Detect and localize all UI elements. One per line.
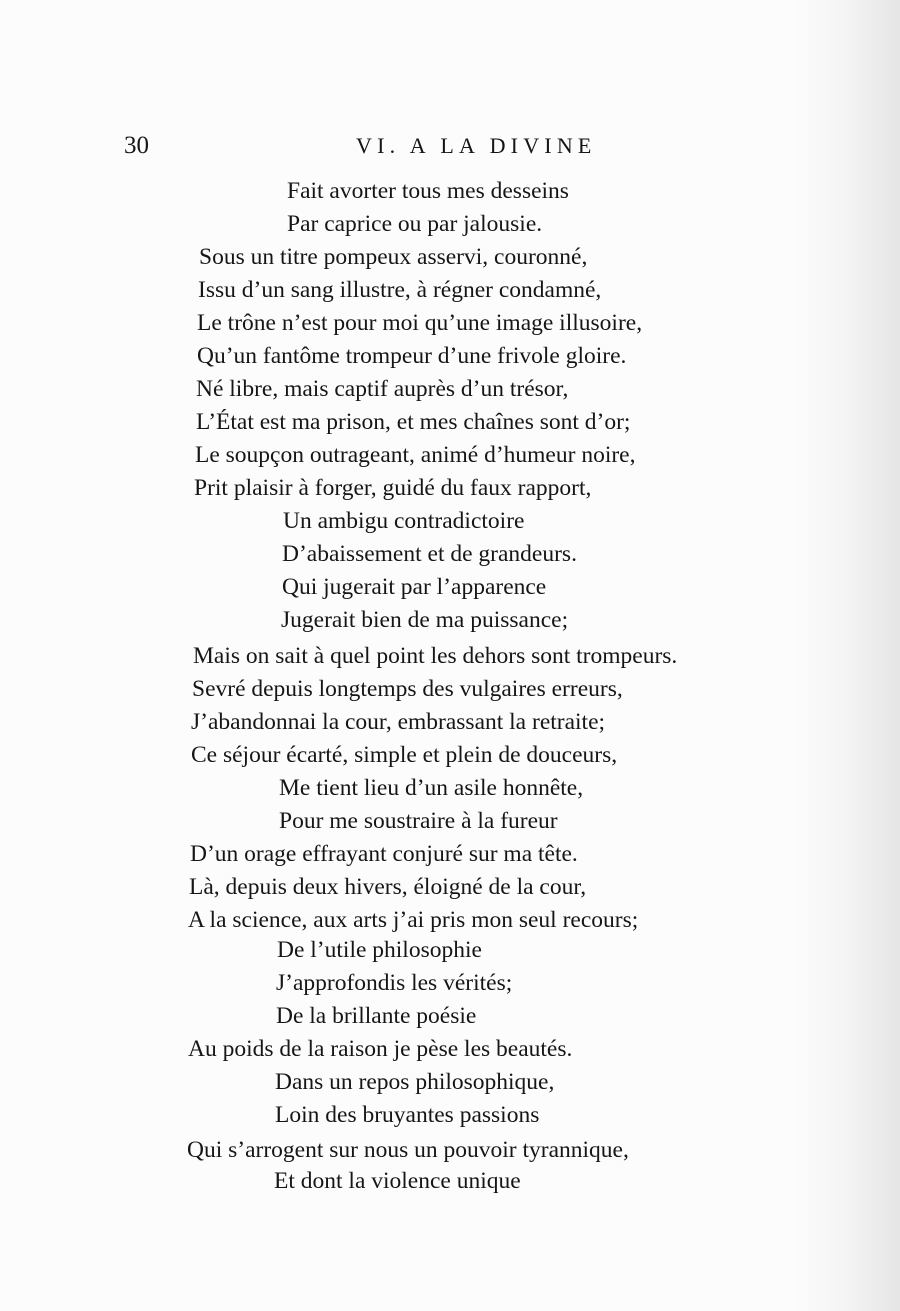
poem-line: Un ambigu contradictoire <box>283 508 525 534</box>
poem-line: L’État est ma prison, et mes chaînes sont d’or; <box>196 409 631 435</box>
poem-line: De la brillante poésie <box>276 1003 477 1029</box>
poem-line: Me tient lieu d’un asile honnête, <box>279 775 584 801</box>
poem-line: Jugerait bien de ma puissance; <box>281 607 569 633</box>
poem-line: Issu d’un sang illustre, à régner condamné, <box>198 277 602 303</box>
poem-line: A la science, aux arts j’ai pris mon seul recours; <box>188 907 639 933</box>
poem-line: Qui s’arrogent sur nous un pouvoir tyrannique, <box>187 1137 629 1163</box>
poem-line: D’abaissement et de grandeurs. <box>282 541 577 567</box>
page-edge-shadow <box>790 0 900 1311</box>
poem-line: Le soupçon outrageant, animé d’humeur noire, <box>195 442 636 468</box>
poem-line: Par caprice ou par jalousie. <box>287 211 543 237</box>
poem-line: Sous un titre pompeux asservi, couronné, <box>199 244 588 270</box>
poem-line: Sevré depuis longtemps des vulgaires erreurs, <box>192 676 623 702</box>
page-number: 30 <box>124 132 149 159</box>
poem-line: Né libre, mais captif auprès d’un trésor, <box>196 376 569 402</box>
poem-line: Fait avorter tous mes desseins <box>287 178 569 204</box>
poem-line: Loin des bruyantes passions <box>275 1102 540 1128</box>
poem-line: Le trône n’est pour moi qu’une image illusoire, <box>197 310 643 336</box>
poem-line: Pour me soustraire à la fureur <box>279 808 558 834</box>
poem-line: Qu’un fantôme trompeur d’une frivole gloire. <box>197 343 627 369</box>
running-head: VI. A LA DIVINE <box>356 133 597 158</box>
poem-line: Qui jugerait par l’apparence <box>282 574 547 600</box>
poem-line: J’approfondis les vérités; <box>276 970 513 996</box>
poem-line: De l’utile philosophie <box>277 937 482 963</box>
poem-line: J’abandonnai la cour, embrassant la retraite; <box>191 709 606 735</box>
poem-line: D’un orage effrayant conjuré sur ma tête. <box>190 841 578 867</box>
poem-line: Ce séjour écarté, simple et plein de douceurs, <box>191 742 618 768</box>
poem-line: Dans un repos philosophique, <box>275 1069 555 1095</box>
poem-line: Et dont la violence unique <box>274 1168 521 1194</box>
poem-line: Au poids de la raison je pèse les beautés. <box>188 1036 573 1062</box>
poem-line: Prit plaisir à forger, guidé du faux rapport, <box>194 475 592 501</box>
poem-line: Là, depuis deux hivers, éloigné de la cour, <box>189 874 587 900</box>
poem-line: Mais on sait à quel point les dehors sont trompeurs. <box>193 643 678 669</box>
